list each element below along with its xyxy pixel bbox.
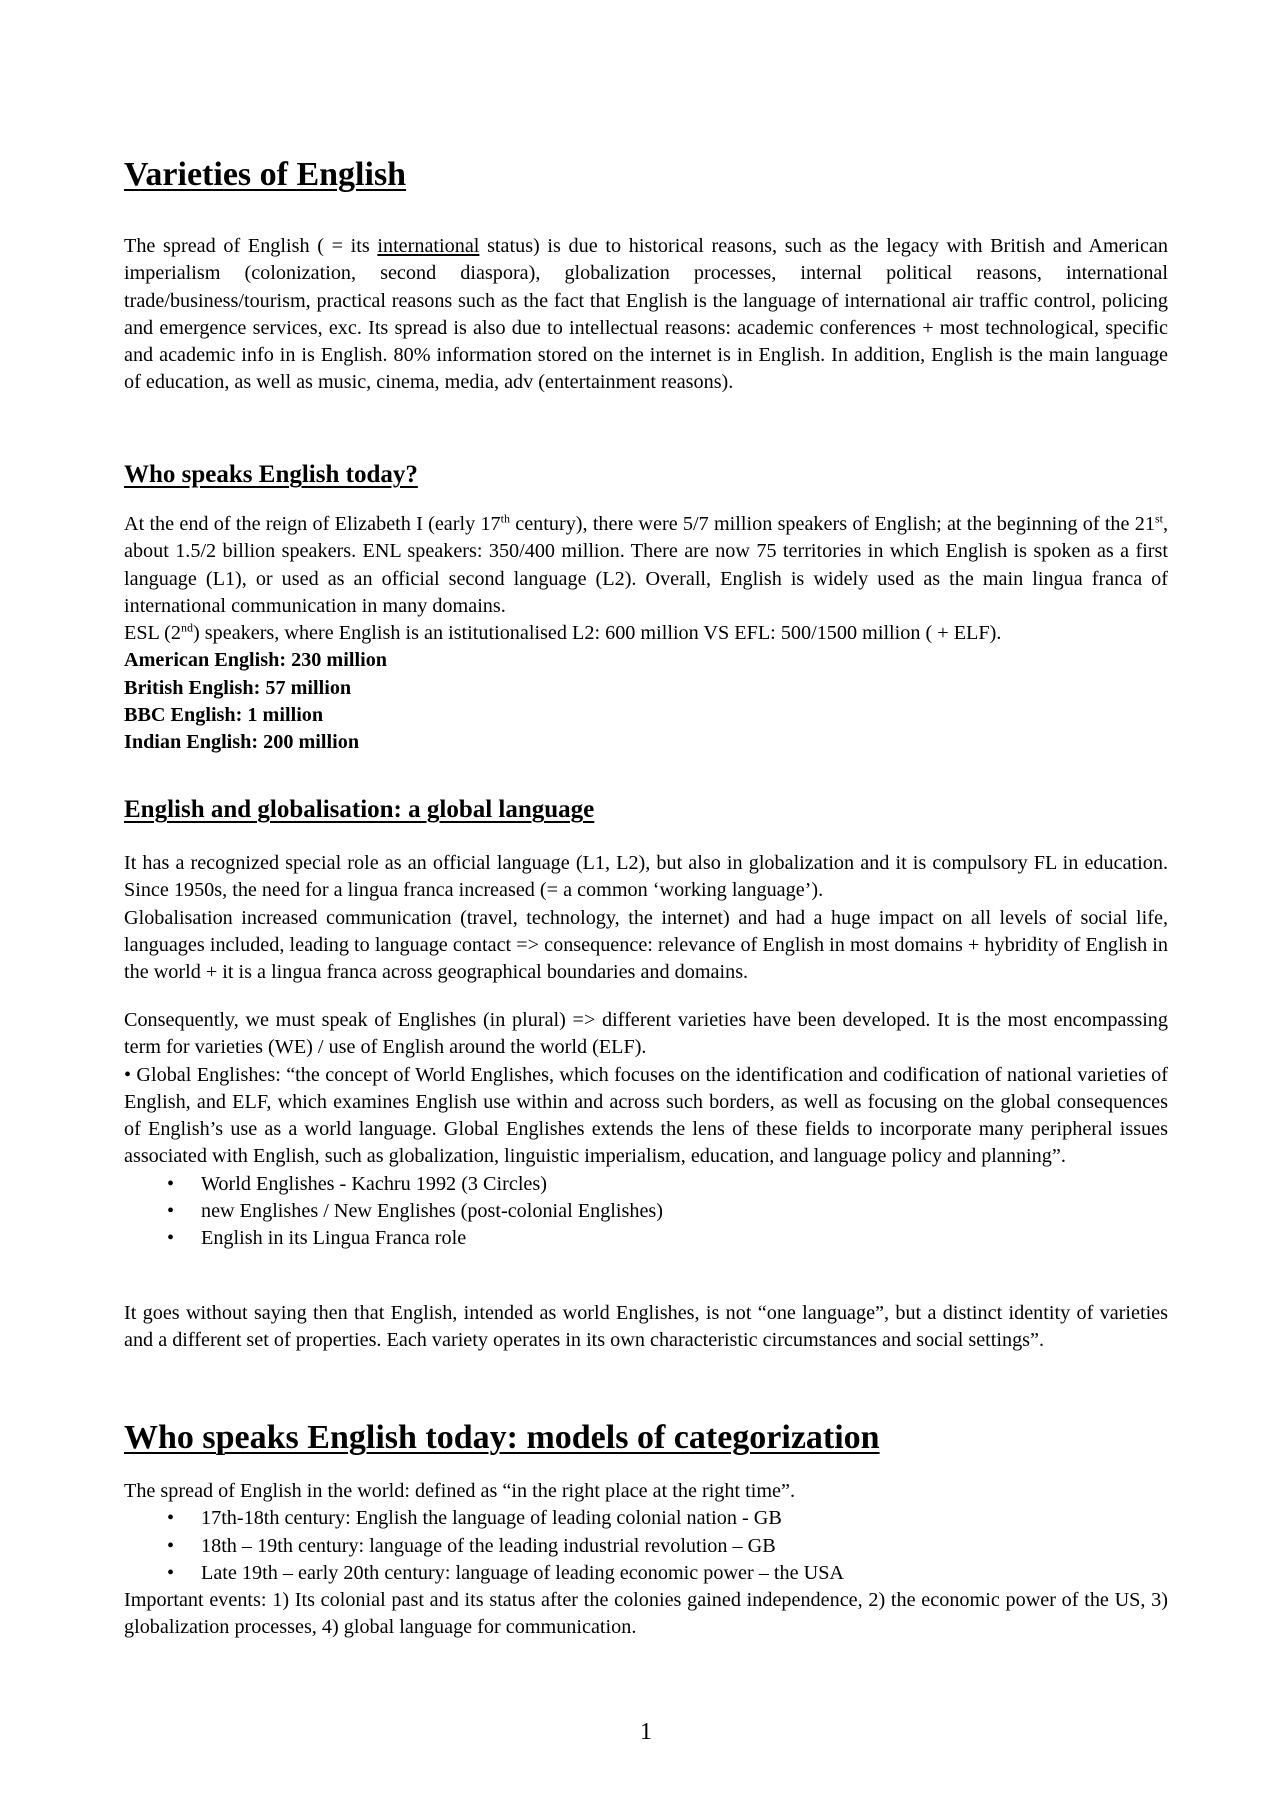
- englishes-paragraph: Consequently, we must speak of Englishes (in plural) => different varieties have been developed. It is the most encompassing term for varieties (WE) / use of English around the world (ELF).: [124, 1009, 1168, 1059]
- list-item: • World Englishes - Kachru 1992 (3 Circles): [124, 1171, 1168, 1198]
- esl-text-1: ESL (2: [124, 622, 182, 645]
- list-item: • Late 19th – early 20th century: language of leading economic power – the USA: [124, 1560, 1168, 1587]
- page-title: Varieties of English: [124, 156, 407, 193]
- models-list: [124, 1505, 1168, 1587]
- globalisation-paragraph-2: Globalisation increased communication (travel, technology, the internet) and had a huge impact on all levels of social life, languages included, leading to language contact => consequence: relevance of English in most domains + hybridity of English in the world + it is a lingua franca across geographical boundaries and domains.: [124, 906, 1168, 984]
- esl-text-2: ) speakers, where English is an istitutionalised L2: 600 million VS EFL: 500/1500 million ( + ELF).: [193, 622, 1002, 645]
- section-heading-globalisation: English and globalisation: a global language: [124, 796, 595, 823]
- global-englishes-quote: • Global Englishes: “the concept of World Englishes, which focuses on the identification and codification of national varieties of English, and ELF, which examines English use within and across such borders, as well as focusing on the global consequences of English’s use as a world language. Global Englishes extends the lens of these fields to incorporate many peripheral issues associated with English, such as globalization, linguistic imperialism, education, and language policy and planning”.: [124, 1063, 1168, 1168]
- who-speaks-paragraph: [124, 511, 1168, 620]
- list-item: • English in its Lingua Franca role: [124, 1225, 1168, 1252]
- important-events: Important events: 1) Its colonial past and its status after the colonies gained independence, 2) the economic power of the US, 3) globalization processes, 4) global language for communication.: [124, 1589, 1168, 1639]
- superscript-th: th: [500, 511, 510, 526]
- intro-text-after: status) is due to historical reasons, such as the legacy with British and American imperialism (colonization, second diaspora), globalization processes, internal political reasons, international trade/business/tourism, practical reasons such as the fact that English is the language of international air traffic control, policing and emergence services, exc. Its spread is also due to intellectual reasons: academic conferences + most technological, specific and academic info in is English. 80% information stored on the internet is in English. In addition, English is the main language of education, as well as music, cinema, media, adv (entertainment reasons).: [124, 235, 1168, 394]
- superscript-nd: nd: [181, 620, 194, 635]
- who-speaks-text-1: At the end of the reign of Elizabeth I (early 17: [124, 513, 501, 535]
- intro-underlined-word: international: [377, 235, 480, 257]
- esl-line: [124, 620, 1168, 647]
- closing-paragraph: It goes without saying then that English, intended as world Englishes, is not “one language”, but a distinct identity of varieties and a different set of properties. Each variety operates in its own characteristic circumstances and social settings”.: [124, 1302, 1168, 1352]
- englishes-list: [124, 1171, 1168, 1253]
- who-speaks-text-2: century), there were 5/7 million speakers of English; at the beginning of the 21: [509, 513, 1155, 535]
- models-section: [124, 1478, 1168, 1642]
- intro-paragraph: [124, 233, 1168, 397]
- page-number: 1: [640, 1719, 652, 1745]
- section-heading-who-speaks: Who speaks English today?: [124, 461, 418, 488]
- superscript-st: st: [1154, 511, 1163, 526]
- stat-american-english: American English: 230 million: [124, 649, 388, 672]
- list-item: • 17th-18th century: English the language of leading colonial nation - GB: [124, 1505, 1168, 1532]
- list-item: • new Englishes / New Englishes (post-colonial Englishes): [124, 1198, 1168, 1225]
- globalisation-section: [124, 850, 1168, 986]
- englishes-section: [124, 1007, 1168, 1253]
- intro-text-before: The spread of English ( = its: [124, 235, 378, 257]
- section-heading-models: Who speaks English today: models of categorization: [124, 1419, 880, 1456]
- stat-indian-english: Indian English: 200 million: [124, 731, 360, 754]
- stat-bbc-english: BBC English: 1 million: [124, 704, 324, 727]
- list-item: • 18th – 19th century: language of the leading industrial revolution – GB: [124, 1533, 1168, 1560]
- who-speaks-text-3: , about 1.5/2 billion speakers. ENL speakers: 350/400 million. There are now 75 territories in which English is spoken as a first language (L1), or used as an official second language (L2). Overall, English is widely used as the main lingua franca of international communication in many domains.: [124, 513, 1168, 617]
- stat-british-english: British English: 57 million: [124, 676, 352, 699]
- globalisation-paragraph-1: It has a recognized special role as an official language (L1, L2), but also in globalization and it is compulsory FL in education. Since 1950s, the need for a lingua franca increased (= a common ‘working language’).: [124, 852, 1168, 902]
- who-speaks-section: [124, 511, 1168, 757]
- models-intro: The spread of English in the world: defined as “in the right place at the right time”.: [124, 1480, 796, 1502]
